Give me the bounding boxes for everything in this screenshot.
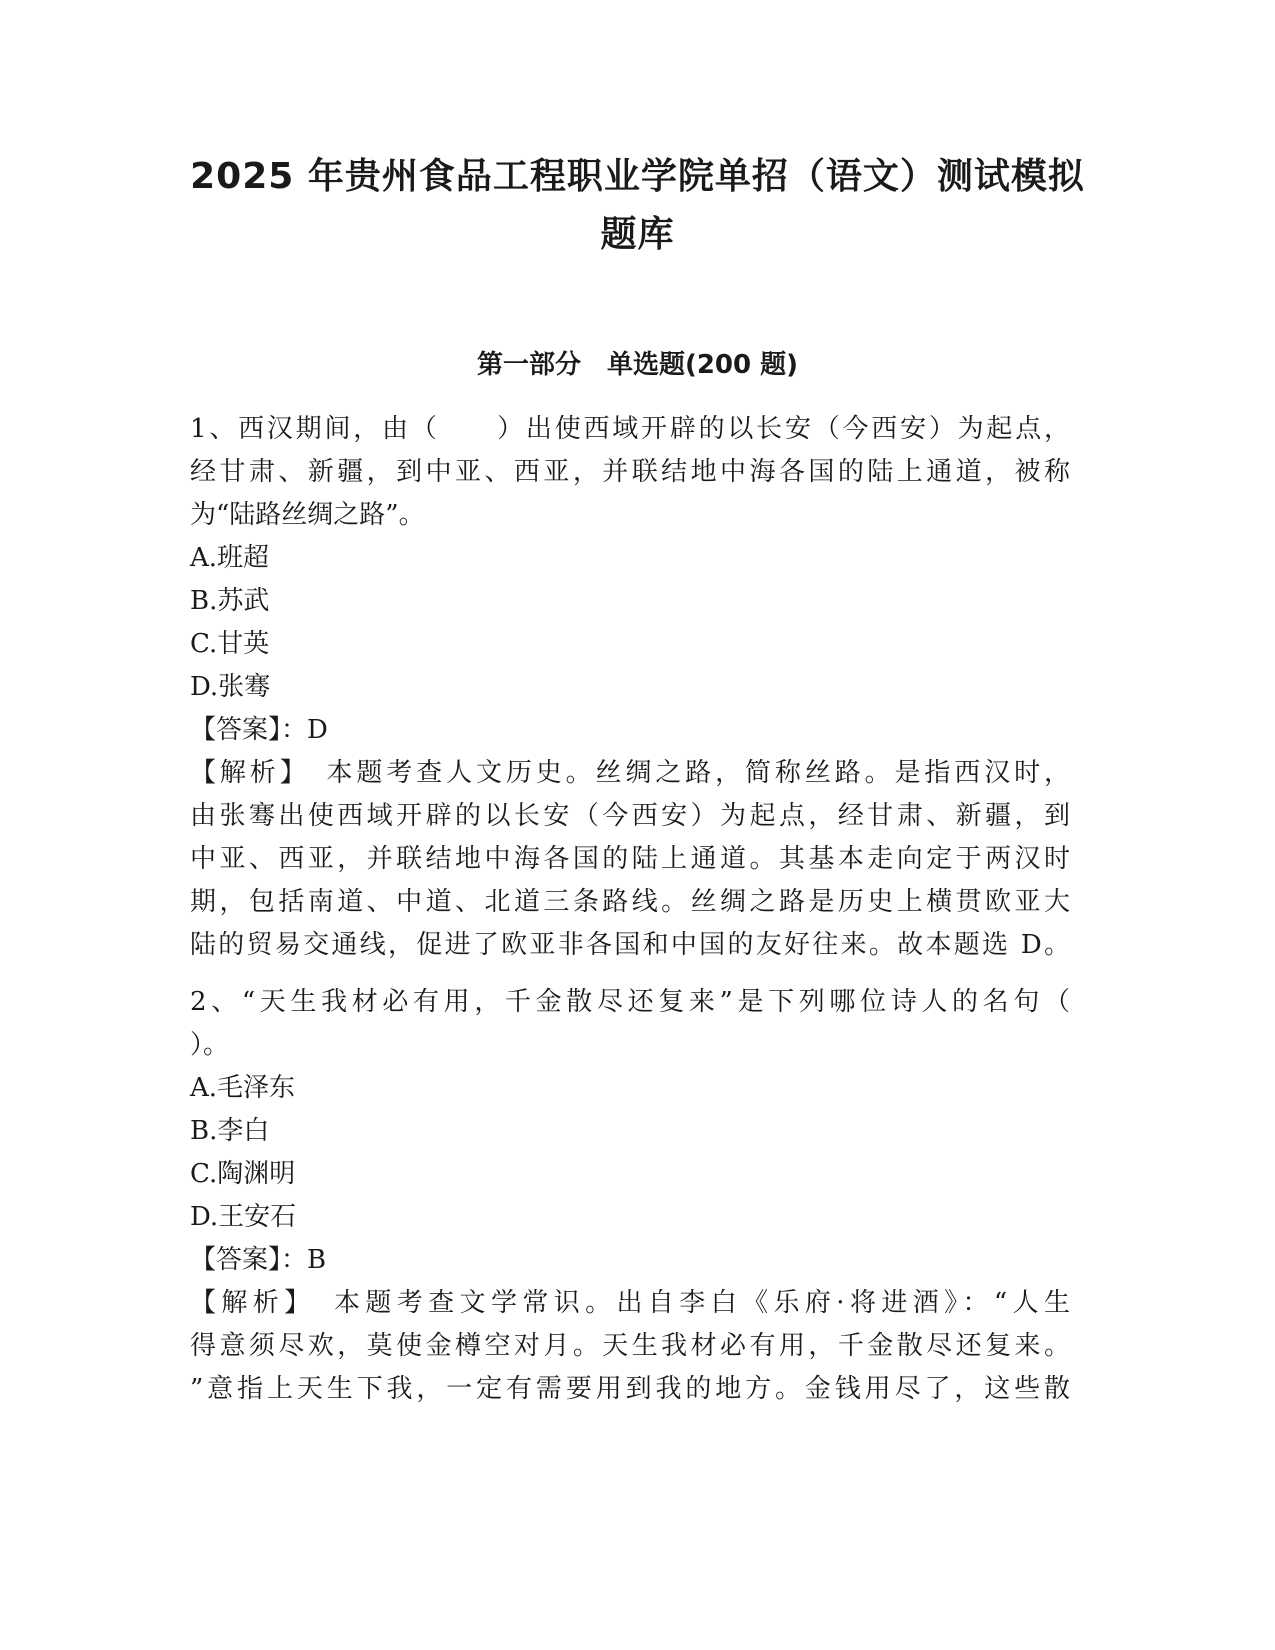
document-title-line: 2025 年贵州食品工程职业学院单招（语文）测试模拟 xyxy=(190,156,1085,197)
analysis-line: 得意须尽欢，莫使金樽空对月。天生我材必有用，千金散尽还复来。 xyxy=(190,1331,1070,1361)
analysis-block xyxy=(190,752,1070,967)
question-stem-line: 为“陆路丝绸之路”。 xyxy=(190,500,425,530)
option-c: C.陶渊明 xyxy=(190,1159,296,1189)
option-a: A.班超 xyxy=(190,543,270,573)
question-stem-line: 2、“天生我材必有用，千金散尽还复来”是下列哪位诗人的名句（ xyxy=(190,987,1070,1017)
question-item xyxy=(190,981,1070,1411)
option-d: D.王安石 xyxy=(190,1202,297,1232)
option-d: D.张骞 xyxy=(190,672,271,702)
analysis-line: 期，包括南道、中道、北道三条路线。丝绸之路是历史上横贯欧亚大 xyxy=(190,887,1070,917)
analysis-line: 中亚、西亚，并联结地中海各国的陆上通道。其基本走向定于两汉时 xyxy=(190,844,1070,874)
question-stem xyxy=(190,408,1070,537)
analysis-line: 【解析】 本题考查文学常识。出自李白《乐府·将进酒》：“人生 xyxy=(190,1288,1070,1318)
option-list xyxy=(190,537,1070,709)
document-title xyxy=(150,148,1125,264)
question-stem-line: 1、西汉期间，由（ ）出使西域开辟的以长安（今西安）为起点， xyxy=(190,414,1070,444)
question-stem-line: 经甘肃、新疆，到中亚、西亚，并联结地中海各国的陆上通道，被称 xyxy=(190,457,1070,487)
analysis-line: ”意指上天生下我，一定有需要用到我的地方。金钱用尽了，这些散 xyxy=(190,1374,1070,1404)
option-list xyxy=(190,1067,1070,1239)
analysis-line: 陆的贸易交通线，促进了欧亚非各国和中国的友好往来。故本题选 D。 xyxy=(190,930,1070,960)
option-b: B.李白 xyxy=(190,1116,270,1146)
section-heading: 第一部分 单选题(200 题) xyxy=(476,350,799,380)
document-title-line: 题库 xyxy=(600,214,675,255)
option-b: B.苏武 xyxy=(190,586,270,616)
analysis-line: 【解析】 本题考查人文历史。丝绸之路，简称丝路。是指西汉时， xyxy=(190,758,1070,788)
option-a: A.毛泽东 xyxy=(190,1073,296,1103)
answer-line: 【答案】：D xyxy=(190,715,328,745)
option-c: C.甘英 xyxy=(190,629,270,659)
question-item xyxy=(190,408,1070,967)
analysis-line: 由张骞出使西域开辟的以长安（今西安）为起点，经甘肃、新疆，到 xyxy=(190,801,1070,831)
question-stem-line: ）。 xyxy=(190,1030,230,1060)
question-spacer xyxy=(190,967,1070,981)
question-list xyxy=(190,408,1070,1411)
question-stem xyxy=(190,981,1070,1067)
answer-line: 【答案】：B xyxy=(190,1245,327,1275)
analysis-block xyxy=(190,1282,1070,1411)
